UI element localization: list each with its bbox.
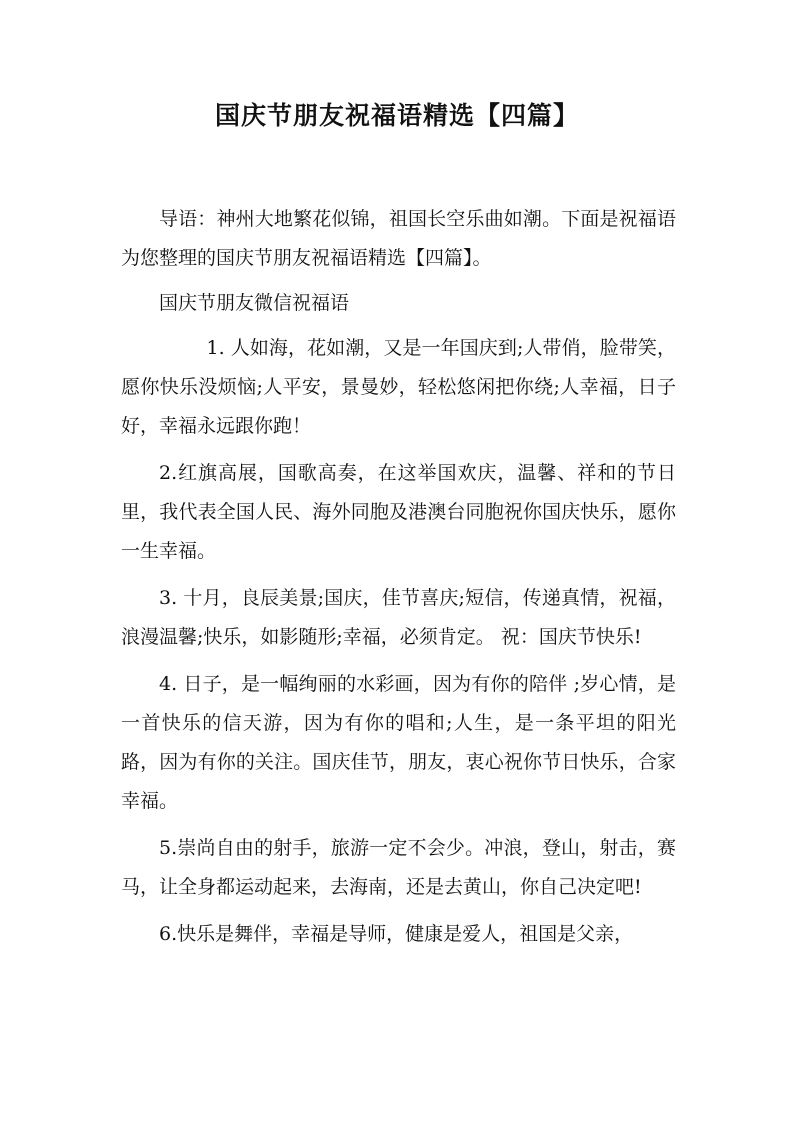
- document-body: [121, 200, 676, 962]
- list-item: 4. 日子，是一幅绚丽的水彩画，因为有你的陪伴 ;岁心情，是一首快乐的信天游，因为有你的唱和;人生，是一条平坦的阳光路，因为有你的关注。国庆佳节，朋友，衷心祝你节日快乐，合家幸福。: [121, 673, 676, 812]
- list-item: 6.快乐是舞伴，幸福是导师，健康是爱人，祖国是父亲，: [159, 923, 634, 945]
- document-title: 国庆节朋友祝福语精选【四篇】: [214, 101, 579, 130]
- list-item: 1. 人如海，花如潮，又是一年国庆到;人带俏，脸带笑，愿你快乐没烦恼;人平安，景曼妙，轻松悠闲把你绕;人幸福，日子好，幸福永远跟你跑！: [121, 337, 676, 437]
- section-heading: 国庆节朋友微信祝福语: [159, 292, 350, 314]
- list-item: 5.崇尚自由的射手，旅游一定不会少。冲浪，登山，射击，赛马，让全身都运动起来，去海南，还是去黄山，你自己决定吧!: [121, 837, 676, 898]
- intro-paragraph: 导语：神州大地繁花似锦，祖国长空乐曲如潮。下面是祝福语为您整理的国庆节朋友祝福语精选【四篇】。: [121, 208, 676, 269]
- list-item: 3. 十月，良辰美景;国庆，佳节喜庆;短信，传递真情，祝福，浪漫温馨;快乐，如影随形;幸福，必须肯定。 祝：国庆节快乐!: [121, 587, 676, 648]
- list-item: 2.红旗高展，国歌高奏，在这举国欢庆，温馨、祥和的节日里，我代表全国人民、海外同胞及港澳台同胞祝你国庆快乐，愿你一生幸福。: [121, 462, 676, 562]
